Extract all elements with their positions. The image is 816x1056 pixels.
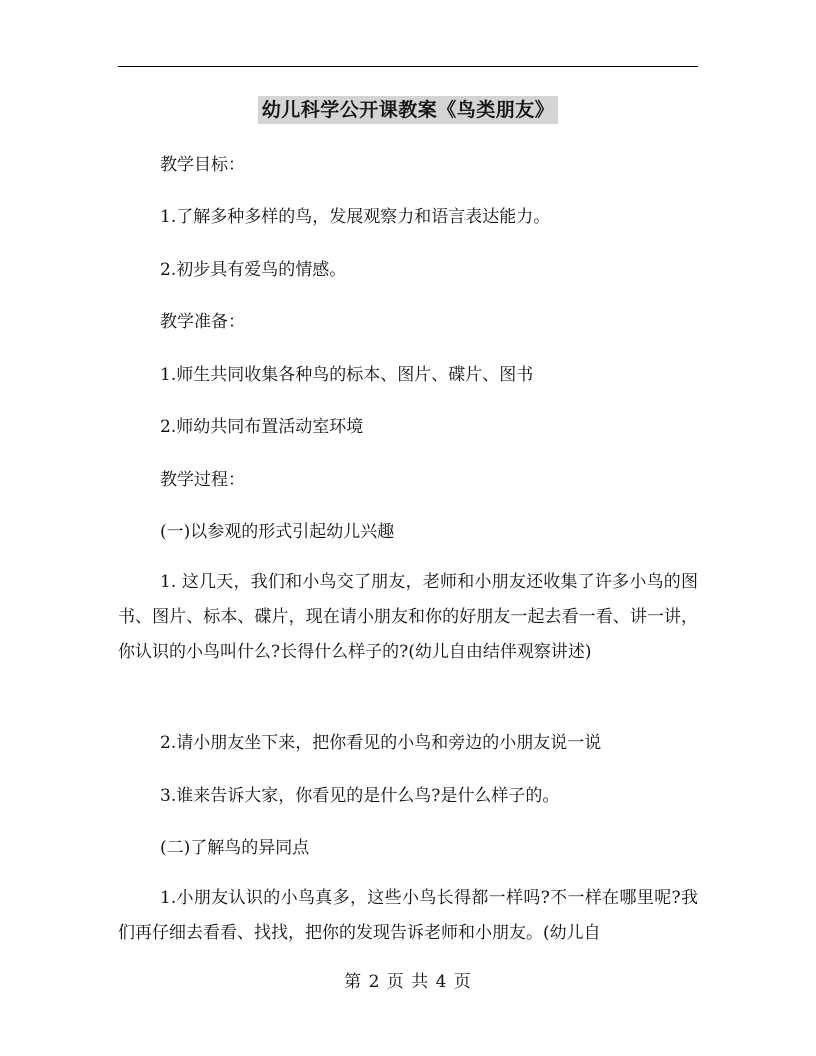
section-heading-goals: 教学目标： [160,155,245,175]
process-paragraph-2 [118,881,698,951]
goal-item-2: 2.初步具有爱鸟的情感。 [160,260,347,280]
process-paragraph-2-text: 1.小朋友认识的小鸟真多，这些小鸟长得都一样吗?不一样在哪里呢?我们再仔细去看看、找找，把你的发现告诉老师和小朋友。(幼儿自 [118,888,698,943]
page-footer: 第 2 页 共 4 页 [344,972,472,992]
section-heading-process: 教学过程： [160,470,245,490]
process-item-2: 2.请小朋友坐下来，把你看见的小鸟和旁边的小朋友说一说 [160,733,602,753]
preparation-item-2: 2.师幼共同布置活动室环境 [160,417,364,437]
process-paragraph-1-text: 1. 这几天，我们和小鸟交了朋友，老师和小朋友还收集了许多小鸟的图书、图片、标本、碟片，现在请小朋友和你的好朋友一起去看一看、讲一讲，你认识的小鸟叫什么?长得什么样子的?(幼儿自由结伴观察讲述) [118,572,698,662]
goal-item-1: 1.了解多种多样的鸟，发展观察力和语言表达能力。 [160,207,551,227]
section-heading-preparation: 教学准备： [160,312,245,332]
process-paragraph-1 [118,565,698,670]
process-step-1-heading: (一)以参观的形式引起幼儿兴趣 [160,522,395,542]
process-step-2-heading: (二)了解鸟的异同点 [160,838,310,858]
title-container [0,96,816,124]
document-title: 幼儿科学公开课教案《鸟类朋友》 [258,96,559,124]
preparation-item-1: 1.师生共同收集各种鸟的标本、图片、碟片、图书 [160,365,534,385]
header-rule [118,66,698,67]
process-item-3: 3.谁来告诉大家，你看见的是什么鸟?是什么样子的。 [160,786,560,806]
